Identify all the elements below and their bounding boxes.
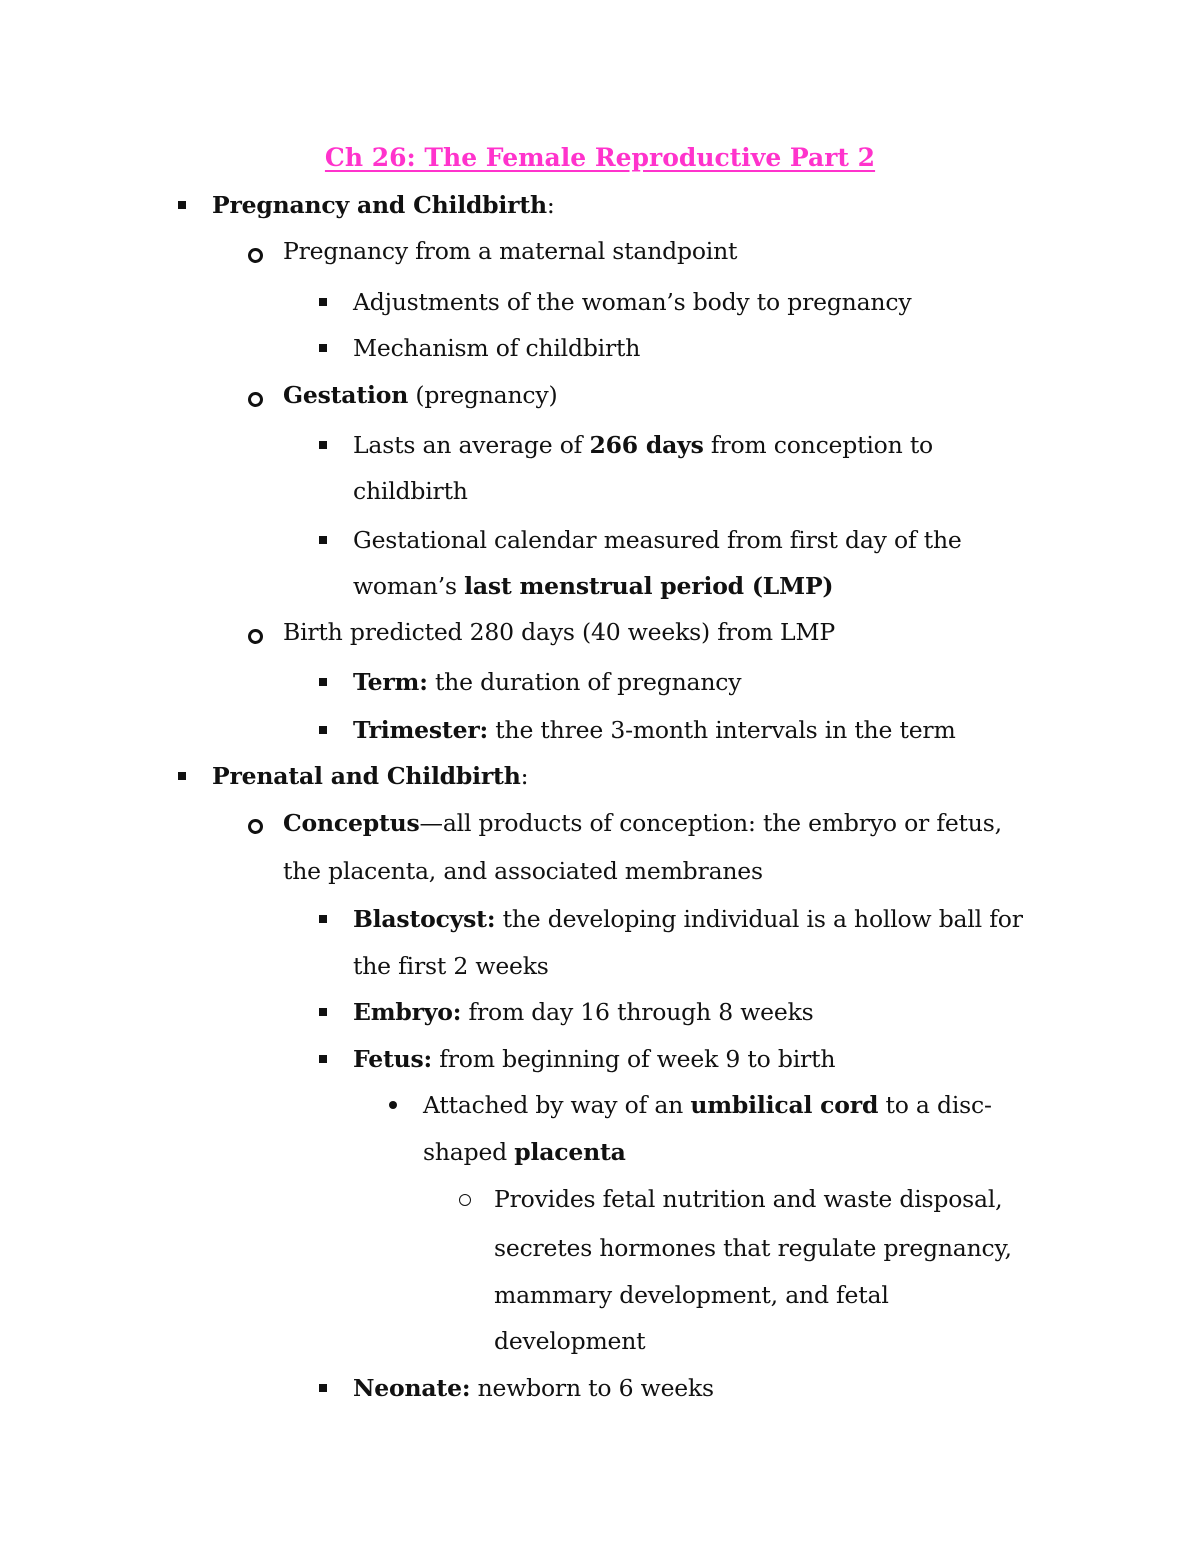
list-item: Birth predicted 280 days (40 weeks) from LMP [283,618,835,646]
term-bold-text: Trimester: [353,716,488,744]
list-item [423,1087,992,1123]
list-item-continuation [423,1134,626,1170]
list-item-continuation: mammary development, and fetal [494,1281,889,1309]
section-heading-pregnancy [212,187,555,223]
heading-rest-text: : [520,762,529,790]
round-bullet-icon [389,1101,397,1109]
square-bullet-icon [319,1384,327,1392]
item-pre-text: Attached by way of an [423,1091,691,1119]
hollow-circle-bullet-icon [459,1194,471,1206]
item-pre-text: Lasts an average of [353,431,590,459]
item-pre-text: woman’s [353,572,465,600]
heading-bold-text: Pregnancy and Childbirth [212,191,547,219]
item-rest-text: to a disc- [878,1091,992,1119]
item-rest-text: newborn to 6 weeks [470,1374,714,1402]
item-rest-text: from day 16 through 8 weeks [461,998,814,1026]
list-item-continuation: development [494,1327,646,1355]
list-item: Pregnancy from a maternal standpoint [283,237,738,265]
item-rest-text: (pregnancy) [408,381,558,409]
term-bold-text: placenta [514,1138,626,1166]
square-bullet-icon [319,915,327,923]
square-bullet-icon [319,1008,327,1016]
list-item [353,427,933,463]
term-bold-text: last menstrual period (LMP) [464,572,834,600]
circle-bullet-icon [248,392,263,407]
circle-bullet-icon [248,248,263,263]
term-bold-text: Conceptus [283,809,420,837]
item-rest-text: the duration of pregnancy [427,668,742,696]
item-rest-text: —all products of conception: the embryo or fetus, [419,809,1002,837]
heading-bold-text: Prenatal and Childbirth [212,762,521,790]
term-bold-text: umbilical cord [690,1091,879,1119]
list-item-continuation [353,568,833,604]
heading-rest-text: : [546,191,555,219]
list-item [353,994,813,1030]
square-bullet-icon [319,1055,327,1063]
list-item [353,901,1023,937]
circle-bullet-icon [248,819,263,834]
square-bullet-icon [178,201,186,209]
square-bullet-icon [319,441,327,449]
list-item-continuation: the placenta, and associated membranes [283,857,763,885]
square-bullet-icon [319,344,327,352]
item-pre-text: shaped [423,1138,515,1166]
section-heading-prenatal [212,758,528,794]
square-bullet-icon [319,678,327,686]
list-item [353,1370,714,1406]
list-item-continuation: childbirth [353,477,468,505]
list-item-continuation: the first 2 weeks [353,952,549,980]
square-bullet-icon [319,536,327,544]
list-item [353,1041,835,1077]
term-bold-text: 266 days [589,431,704,459]
list-item-continuation: secretes hormones that regulate pregnancy, [494,1234,1012,1262]
item-rest-text: the three 3-month intervals in the term [488,716,956,744]
list-item [353,664,741,700]
item-rest-text: the developing individual is a hollow ball for [495,905,1023,933]
list-item [353,712,956,748]
term-bold-text: Term: [353,668,428,696]
list-item [283,805,1002,841]
term-bold-text: Embryo: [353,998,462,1026]
term-bold-text: Gestation [283,381,409,409]
list-item: Gestational calendar measured from first day of the [353,526,962,554]
term-bold-text: Fetus: [353,1045,432,1073]
term-bold-text: Blastocyst: [353,905,496,933]
circle-bullet-icon [248,629,263,644]
term-bold-text: Neonate: [353,1374,471,1402]
square-bullet-icon [319,726,327,734]
page-title: Ch 26: The Female Reproductive Part 2 [324,143,876,172]
square-bullet-icon [178,772,186,780]
list-item: Mechanism of childbirth [353,334,641,362]
list-item: Provides fetal nutrition and waste disposal, [494,1185,1003,1213]
list-item [283,377,557,413]
list-item: Adjustments of the woman’s body to pregnancy [353,288,912,316]
item-rest-text: from conception to [703,431,934,459]
square-bullet-icon [319,298,327,306]
item-rest-text: from beginning of week 9 to birth [432,1045,836,1073]
